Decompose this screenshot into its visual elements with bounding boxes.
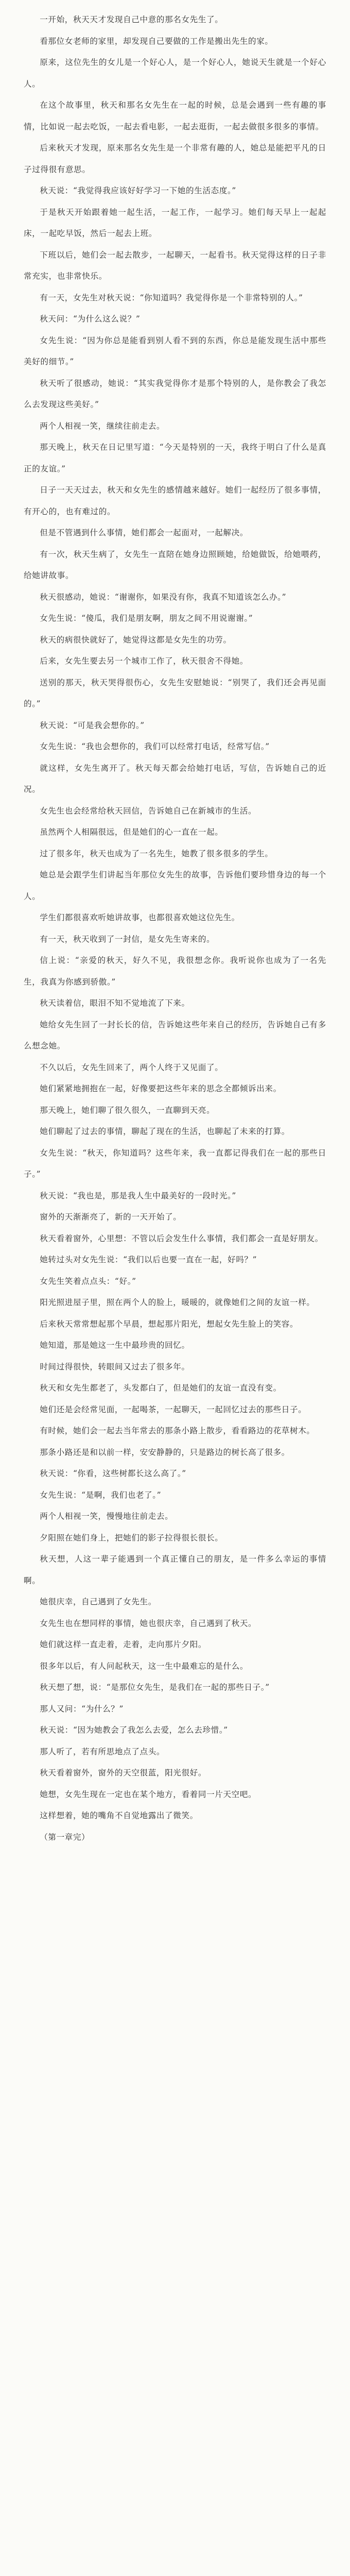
paragraph: 一开始，秋天天才发现自己中意的那名女先生了。 <box>40 15 223 24</box>
paragraph: 那人又问：“为什么？” <box>40 1704 124 1714</box>
paragraph: 秋天读着信，眼泪不知不觉地流了下来。 <box>40 998 190 1008</box>
paragraph: 她们聊起了过去的事情，聊起了现在的生活，也聊起了未来的打算。 <box>40 1127 290 1136</box>
paragraph: 虽然两个人相隔很远，但是她们的心一直在一起。 <box>40 827 223 837</box>
paragraph: 秋天问：“为什么这么说？” <box>40 314 141 324</box>
paragraph: 两个人相视一笑，继续往前走去。 <box>40 421 165 431</box>
paragraph: 她们还是会经常见面，一起喝茶，一起聊天，一起回忆过去的那些日子。 <box>40 1404 307 1414</box>
paragraph: 秋天说：“我觉得我应该好好学习一下她的生活态度。” <box>40 186 236 195</box>
paragraph: 送别的那天，秋天哭得很伤心，女先生安慰她说：“别哭了，我们还会再见面的。” <box>24 677 326 708</box>
paragraph: 窗外的天渐渐亮了，新的一天开始了。 <box>40 1212 182 1222</box>
paragraph: 看那位女老师的家里，却发现自己要做的工作是搬出先生的家。 <box>40 36 273 46</box>
paragraph: 她很庆幸，自己遇到了女先生。 <box>40 1597 156 1606</box>
paragraph: 女先生说：“秋天，你知道吗？这些年来，我一直都记得我们在一起的那些日子。” <box>24 1148 326 1179</box>
paragraph: 有时候，她们会一起去当年常去的那条小路上散步，看看路边的花草树木。 <box>40 1426 315 1435</box>
paragraph: 女先生说：“因为你总是能看到别人看不到的东西，你总是能发现生活中那些美好的细节。” <box>24 335 326 366</box>
paragraph: 秋天想，人这一辈子能遇到一个真正懂自己的朋友，是一件多么幸运的事情啊。 <box>24 1554 326 1585</box>
paragraph: 她想，女先生现在一定也在某个地方，看着同一片天空吧。 <box>40 1789 257 1799</box>
paragraph: 女先生说：“是啊，我们也老了。” <box>40 1490 162 1500</box>
paragraph: 后来，女先生要去另一个城市工作了，秋天很舍不得她。 <box>40 656 249 666</box>
paragraph: 下班以后，她们会一起去散步，一起聊天，一起看书。秋天觉得这样的日子非常充实，也非常快乐。 <box>24 250 326 281</box>
paragraph: 女先生说：“我也会想你的，我们可以经常打电话，经常写信。” <box>40 742 270 751</box>
paragraph: 秋天想了想，说：“是那位女先生，是我们在一起的那些日子。” <box>40 1683 270 1692</box>
paragraph: 她转过头对女先生说：“我们以后也要一直在一起，好吗？” <box>40 1255 257 1264</box>
paragraph: 两个人相视一笑，慢慢地往前走去。 <box>40 1512 173 1521</box>
article-body <box>24 9 326 1827</box>
paragraph: 她们紧紧地拥抱在一起，好像要把这些年来的思念全都倾诉出来。 <box>40 1084 282 1093</box>
paragraph: 这样想着，她的嘴角不自觉地露出了微笑。 <box>40 1811 198 1820</box>
paragraph: 那天晚上，她们聊了很久很久，一直聊到天亮。 <box>40 1105 215 1115</box>
paragraph: 有一天，秋天收到了一封信，是女先生寄来的。 <box>40 934 215 944</box>
paragraph: 过了很多年，秋天也成为了一名先生，她教了很多很多的学生。 <box>40 849 273 858</box>
paragraph: 秋天很感动，她说：“谢谢你，如果没有你，我真不知道该怎么办。” <box>40 592 287 602</box>
paragraph: 有一天，女先生对秋天说：“你知道吗？我觉得你是一个非常特别的人。” <box>40 293 303 302</box>
paragraph: 女先生笑着点点头：“好。” <box>40 1276 136 1286</box>
paragraph: 秋天说：“可是我会想你的。” <box>40 720 145 730</box>
paragraph: 秋天听了很感动，她说：“其实我觉得你才是那个特别的人，是你教会了我怎么去发现这些美好。” <box>24 378 326 409</box>
paragraph: 那条小路还是和以前一样，安安静静的，只是路边的树长高了很多。 <box>40 1447 290 1457</box>
paragraph: 她们就这样一直走着，走着，走向那片夕阳。 <box>40 1640 207 1649</box>
paragraph: 秋天看着窗外，心里想：不管以后会发生什么事情，我们都会一直是好朋友。 <box>40 1233 323 1243</box>
paragraph: 但是不管遇到什么事情，她们都会一起面对，一起解决。 <box>40 528 249 537</box>
paragraph: 在这个故事里，秋天和那名女先生在一起的时候，总是会遇到一些有趣的事情，比如说一起去吃饭，一起去看电影，一起去逛街，一起去做很多很多的事情。 <box>24 100 326 131</box>
paragraph: 时间过得很快，转眼间又过去了很多年。 <box>40 1362 190 1371</box>
paragraph: 夕阳照在她们身上，把她们的影子拉得很长很长。 <box>40 1533 223 1543</box>
paragraph: 后来秋天才发现，原来那名女先生是一个非常有趣的人，她总是能把平凡的日子过得很有意思。 <box>24 143 326 174</box>
paragraph: 原来，这位先生的女儿是一个好心人，是一个好心人，她说天生就是一个好心人。 <box>24 58 326 89</box>
paragraph: 后来秋天常常想起那个早晨，想起那片阳光，想起女先生脸上的笑容。 <box>40 1319 299 1329</box>
chapter-end-marker: （第一章完） <box>40 1832 90 1842</box>
paragraph: 秋天说：“因为她教会了我怎么去爱，怎么去珍惜。” <box>40 1725 228 1735</box>
paragraph: 秋天和女先生都老了，头发都白了，但是她们的友谊一直没有变。 <box>40 1383 282 1393</box>
paragraph: 秋天的病很快就好了，她觉得这都是女先生的功劳。 <box>40 635 232 645</box>
paragraph: 她知道，那是她这一生中最珍贵的回忆。 <box>40 1341 190 1350</box>
paragraph: 有一次，秋天生病了，女先生一直陪在她身边照顾她，给她做饭，给她喂药，给她讲故事。 <box>24 549 326 580</box>
paragraph: 阳光照进屋子里，照在两个人的脸上，暖暖的，就像她们之间的友谊一样。 <box>40 1298 315 1307</box>
paragraph: 于是秋天开始跟着她一起生活，一起工作，一起学习。她们每天早上一起起床，一起吃早饭，然后一起去上班。 <box>24 207 326 238</box>
paragraph: 日子一天天过去，秋天和女先生的感情越来越好。她们一起经历了很多事情，有开心的，也有难过的。 <box>24 485 326 516</box>
paragraph: 秋天说：“我也是，那是我人生中最美好的一段时光。” <box>40 1191 236 1200</box>
paragraph: 信上说：“亲爱的秋天，好久不见，我很想念你。我听说你也成为了一名先生，我真为你感到骄傲。” <box>24 956 326 987</box>
paragraph: 就这样，女先生离开了。秋天每天都会给她打电话，写信，告诉她自己的近况。 <box>24 763 326 794</box>
paragraph: 她总是会跟学生们讲起当年那位女先生的故事，告诉他们要珍惜身边的每一个人。 <box>24 870 326 901</box>
paragraph: 不久以后，女先生回来了，两个人终于又见面了。 <box>40 1062 223 1072</box>
paragraph: 女先生也在想同样的事情，她也很庆幸，自己遇到了秋天。 <box>40 1618 257 1628</box>
paragraph: 她给女先生回了一封长长的信，告诉她这些年来自己的经历，告诉她自己有多么想念她。 <box>24 1020 326 1050</box>
paragraph: 那天晚上，秋天在日记里写道：“今天是特别的一天，我终于明白了什么是真正的友谊。” <box>24 443 326 473</box>
paragraph: 秋天看着窗外，窗外的天空很蓝，阳光很好。 <box>40 1768 207 1777</box>
paragraph: 女先生也会经常给秋天回信，告诉她自己在新城市的生活。 <box>40 806 257 816</box>
paragraph: 学生们都很喜欢听她讲故事，也都很喜欢她这位先生。 <box>40 913 240 922</box>
paragraph: 那人听了，若有所思地点了点头。 <box>40 1747 165 1756</box>
paragraph: 很多年以后，有人问起秋天，这一生中最难忘的是什么。 <box>40 1661 249 1671</box>
paragraph: 秋天说：“你看，这些树都长这么高了。” <box>40 1469 186 1478</box>
paragraph: 女先生说：“傻瓜，我们是朋友啊，朋友之间不用说谢谢。” <box>40 614 253 623</box>
